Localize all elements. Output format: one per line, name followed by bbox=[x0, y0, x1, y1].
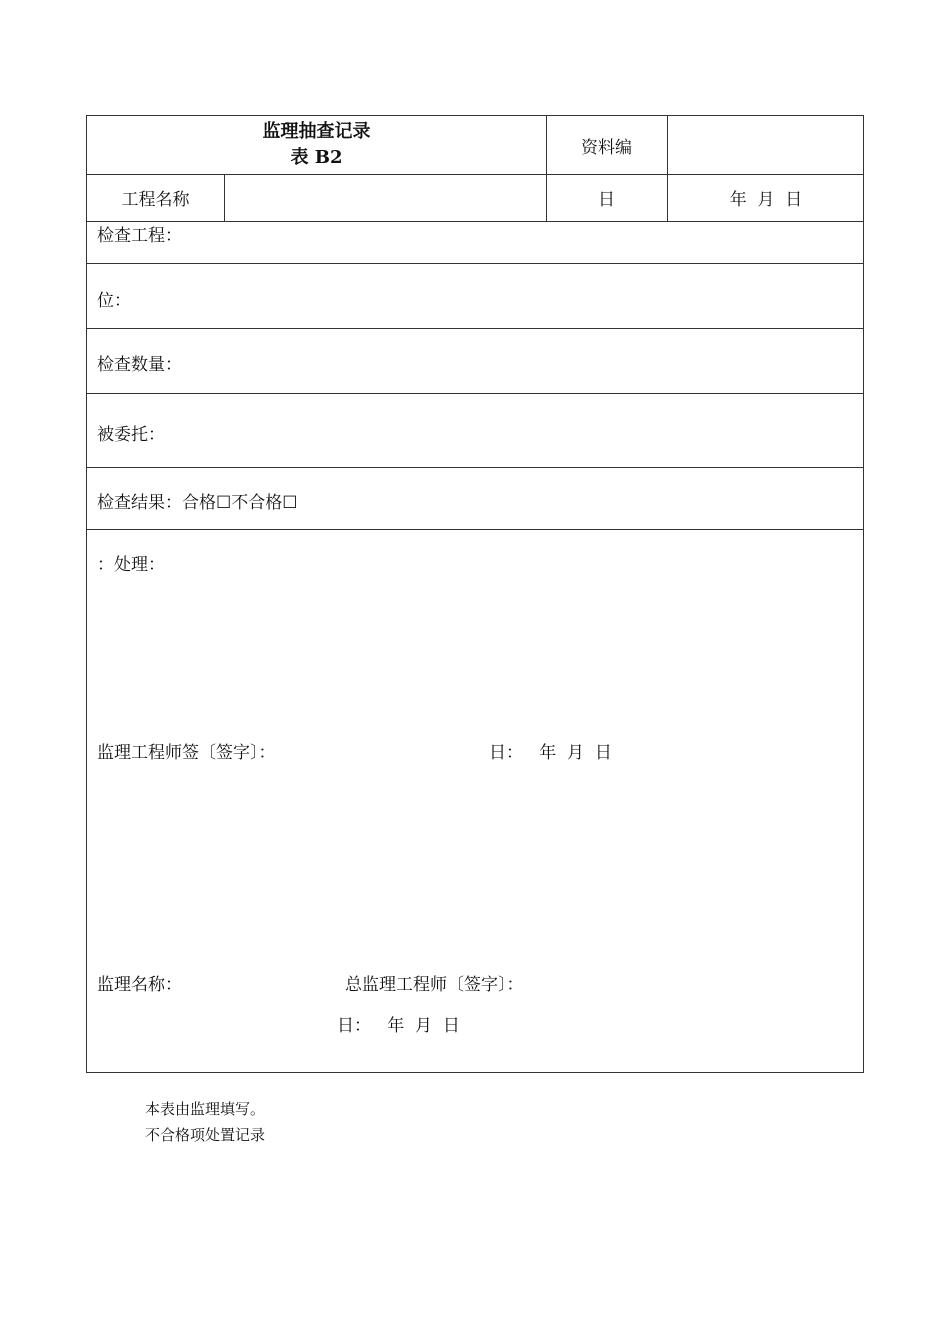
handling-label: ：处理： bbox=[97, 555, 165, 575]
row-divider bbox=[87, 328, 863, 329]
row-divider bbox=[87, 467, 863, 468]
footnote-title: 不合格项处置记录 bbox=[145, 1126, 266, 1144]
form-code: 表 B2 bbox=[290, 147, 343, 168]
quantity-label: 检查数量： bbox=[97, 355, 182, 375]
row-divider bbox=[87, 221, 863, 222]
date-label: 日 bbox=[598, 190, 615, 210]
project-name-label: 工程名称 bbox=[121, 190, 190, 210]
row-divider bbox=[87, 263, 863, 264]
project-name-field[interactable] bbox=[224, 174, 546, 221]
inspection-form bbox=[86, 115, 864, 1073]
chief-engineer-signature-label: 总监理工程师〔签字〕： bbox=[345, 975, 524, 995]
doc-number-field[interactable] bbox=[667, 116, 865, 174]
date-field[interactable]: 年 月 日 bbox=[729, 190, 803, 210]
form-title: 监理抽查记录 bbox=[262, 121, 371, 142]
chief-date-label: 日： 年 月 日 bbox=[337, 1016, 460, 1036]
result-label: 检查结果：合格☐不合格☐ bbox=[97, 493, 298, 513]
footnote: 本表由监理填写。 bbox=[145, 1100, 266, 1118]
form-title-block bbox=[87, 116, 546, 174]
row-divider bbox=[87, 529, 863, 530]
position-label: 位： bbox=[97, 291, 131, 311]
doc-number-label: 资料编 bbox=[581, 137, 632, 158]
inspection-project-label: 检查工程： bbox=[97, 226, 182, 246]
engineer-date-label: 日： 年 月 日 bbox=[489, 743, 612, 763]
row-divider bbox=[87, 393, 863, 394]
engineer-signature-label: 监理工程师签〔签字〕： bbox=[97, 743, 276, 763]
entrusted-label: 被委托： bbox=[97, 425, 165, 445]
supervisor-name-label: 监理名称： bbox=[97, 975, 182, 995]
